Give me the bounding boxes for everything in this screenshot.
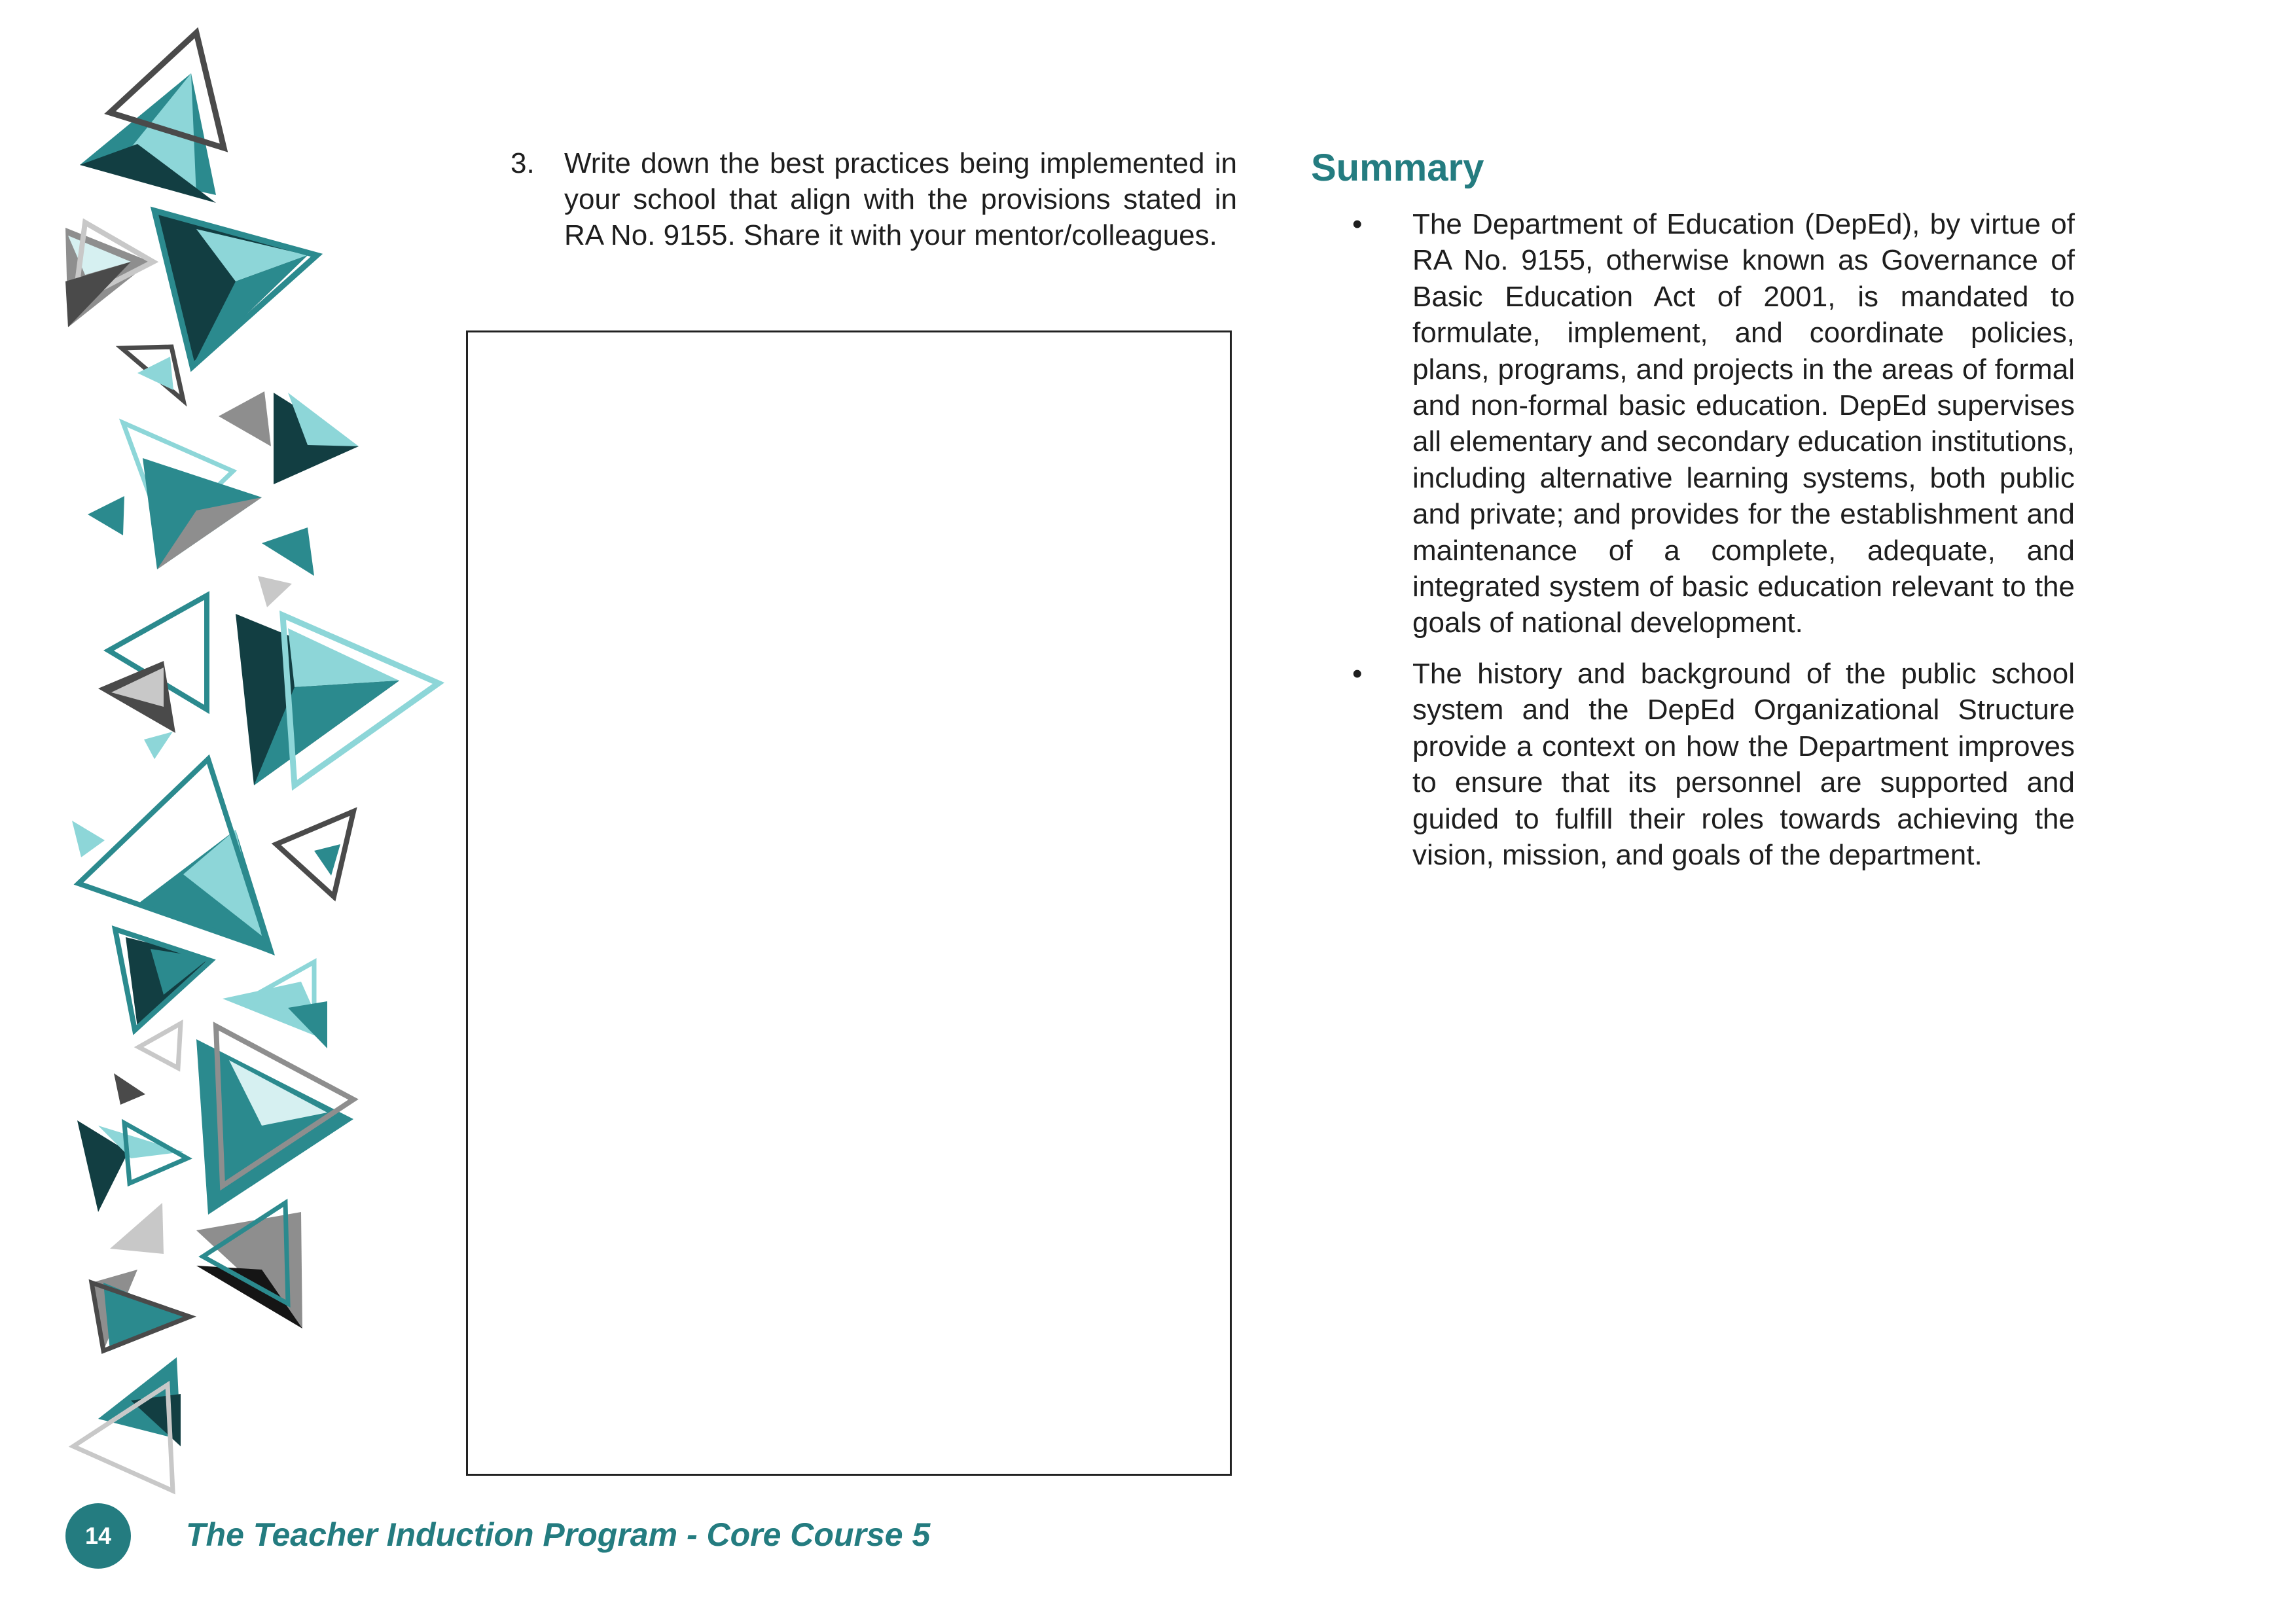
triangle-shape (72, 821, 105, 857)
bullet-icon: • (1352, 657, 1363, 690)
triangle-shape (110, 1203, 164, 1254)
triangle-shape (88, 496, 124, 535)
bullet-icon: • (1352, 208, 1363, 240)
triangle-shape (314, 844, 340, 876)
triangle-shape (262, 527, 314, 576)
triangle-shape (258, 576, 292, 607)
summary-item-text: The Department of Education (DepEd), by virtue of RA No. 9155, otherwise known as Governance of Basic Education Act of 2001, is mandated to formulate, implement, and coordinate policies, plans, programs, and projects in the areas of formal and non-formal basic education. DepEd supervises all elementary and secondary education institutions, including alternative learning systems, both public and private; and provides for the establishment and maintenance of a complete, adequate, and integrated system of basic education relevant to the goals of national development. (1412, 208, 2075, 639)
triangle-shape (144, 732, 173, 759)
summary-list (1352, 206, 2075, 887)
triangle-outline-shape (276, 812, 353, 897)
page-number-badge: 14 (65, 1503, 131, 1569)
summary-heading: Summary (1311, 147, 1484, 189)
summary-item (1352, 206, 2075, 641)
decorative-triangles (0, 0, 471, 1531)
triangle-shape (137, 357, 173, 390)
summary-item-text: The history and background of the public school system and the DepEd Organizational Structure provide a context on how the Department improves to ensure that its personnel are supported and guided to fulfill their roles towards achieving the vision, mission, and goals of the department. (1412, 657, 2075, 871)
footer-course-title: The Teacher Induction Program - Core Course 5 (186, 1516, 931, 1553)
triangle-shape (114, 1073, 145, 1105)
activity-number: 3. (511, 147, 535, 179)
triangle-outline-shape (139, 1024, 181, 1068)
triangle-shape (219, 391, 271, 446)
summary-item (1352, 656, 2075, 873)
activity-item-3 (511, 145, 1237, 253)
answer-box[interactable] (466, 330, 1232, 1476)
activity-instruction: Write down the best practices being implemented in your school that align with the provisions stated in RA No. 9155. Share it with your mentor/colleagues. (564, 147, 1237, 251)
